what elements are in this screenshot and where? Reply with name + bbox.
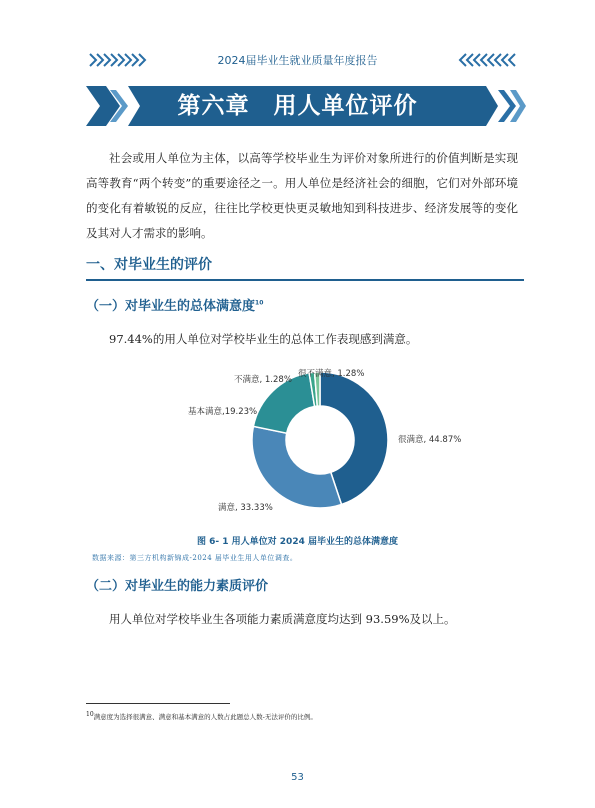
intro-paragraph: 社会或用人单位为主体，以高等学校毕业生为评价对象所进行的价值判断是实现高等教育“两个转变”的重要途径之一。用人单位是经济社会的细胞，它们对外部环境的变化有着敏锐的反应，往往比学校更快更灵敏地知到科技进步、经济发展等的变化及其对人才需求的影响。 xyxy=(86,151,518,240)
page-number: 53 xyxy=(291,772,304,783)
footnote xyxy=(86,711,317,721)
chapter-title: 第六章 用人单位评价 xyxy=(177,92,418,119)
overall-satisfaction-text: 97.44%的用人单位对学校毕业生的总体工作表现感到满意。 xyxy=(109,332,418,346)
ability-satisfaction-text: 用人单位对学校毕业生各项能力素质满意度均达到 93.59%及以上。 xyxy=(109,612,456,626)
figure-caption: 图 6- 1 用人单位对 2024 届毕业生的总体满意度 xyxy=(197,537,398,547)
slice-label-4: 不满意, 1.28% xyxy=(234,375,292,385)
slice-label-2: 满意, 33.33% xyxy=(218,503,273,513)
slice-label-1: 很满意, 44.87% xyxy=(398,435,462,445)
slice-label-5: 很不满意, 1.28% xyxy=(298,369,365,379)
subsection-heading-overall-text: （一）对毕业生的总体满意度 xyxy=(86,299,256,314)
footnote-marker: 10 xyxy=(86,711,94,718)
subsection-heading-ability: （二）对毕业生的能力素质评价 xyxy=(86,579,269,594)
section-heading-rule xyxy=(86,279,524,281)
footnote-text: 满意度为选择很满意、满意和基本满意的人数占此题总人数-无法评价的比例。 xyxy=(93,713,317,722)
slice-label-3: 基本满意,19.23% xyxy=(188,407,258,417)
subsection-heading-overall xyxy=(86,295,263,314)
figure-source: 数据来源：第三方机构新锦成-2024 届毕业生用人单位调查。 xyxy=(92,554,298,562)
donut-slice-2 xyxy=(252,426,342,508)
header-title: 2024届毕业生就业质量年度报告 xyxy=(217,54,378,67)
footnote-ref[interactable]: 10 xyxy=(255,299,264,307)
satisfaction-donut-chart xyxy=(170,360,500,520)
header-right-arrows-icon xyxy=(458,52,520,68)
footnote-rule xyxy=(86,703,230,704)
section-heading: 一、对毕业生的评价 xyxy=(86,257,212,273)
